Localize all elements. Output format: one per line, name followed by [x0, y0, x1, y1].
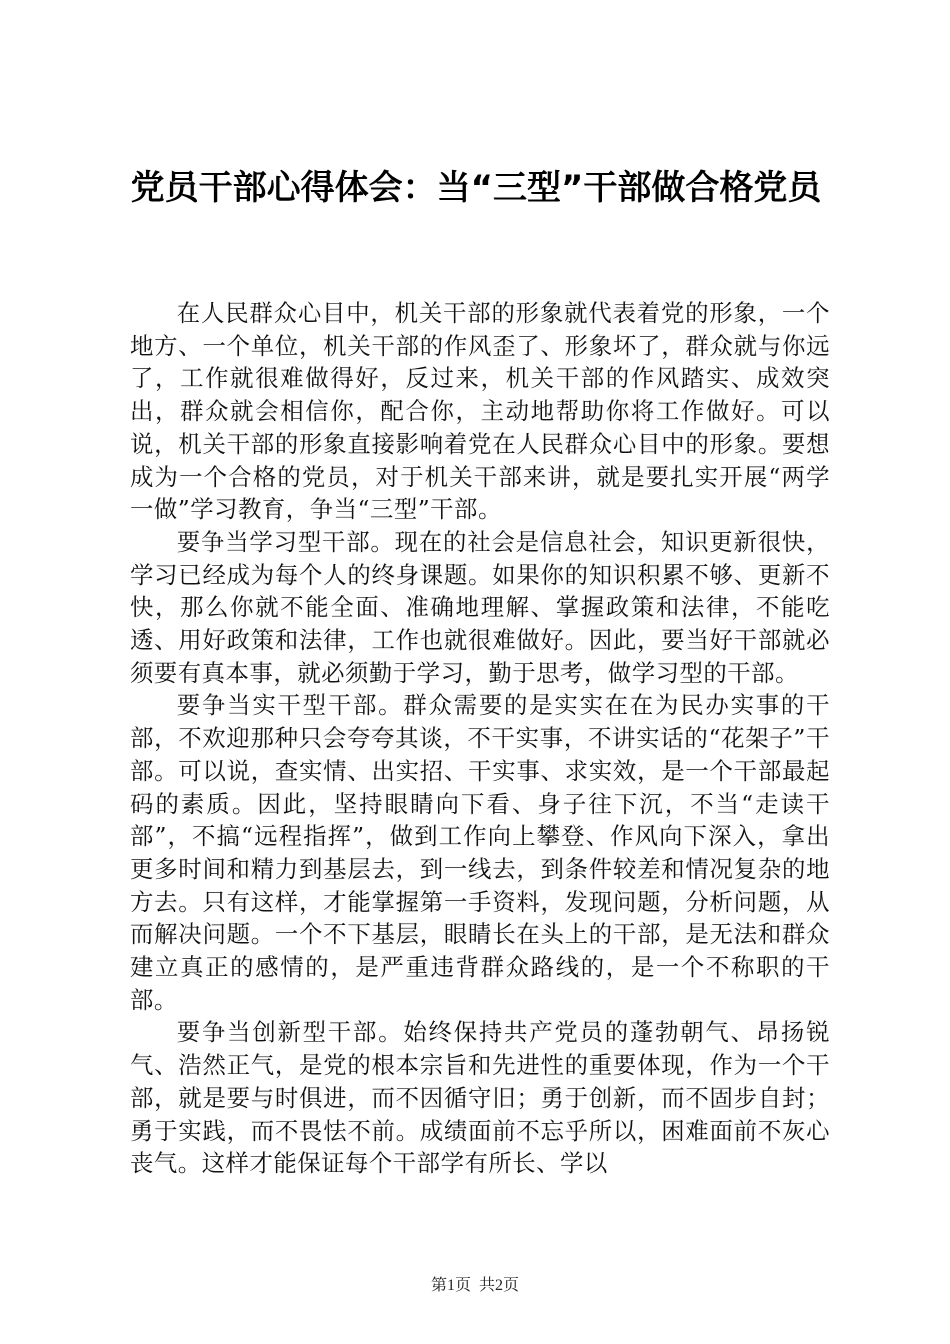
page-total: 共2页	[479, 1277, 520, 1294]
document-body	[130, 297, 830, 1178]
paragraph-innovative-cadre: 要争当创新型干部。始终保持共产党员的蓬勃朝气、昂扬锐气、浩然正气，是党的根本宗旨和先进性的重要体现，作为一个干部，就是要与时俱进，而不因循守旧；勇于创新，而不固步自封；勇于实践，而不畏怯不前。成绩面前不忘乎所以，困难面前不灰心丧气。这样才能保证每个干部学有所长、学以	[130, 1018, 830, 1178]
paragraph-practical-cadre: 要争当实干型干部。群众需要的是实实在在为民办实事的干部，不欢迎那种只会夸夸其谈，不干实事，不讲实话的“花架子”干部。可以说，查实情、出实招、干实事、求实效，是一个干部最起码的素质。因此，坚持眼睛向下看、身子往下沉，不当“走读干部”，不搞“远程指挥”，做到工作向上攀登、作风向下深入，拿出更多时间和精力到基层去，到一线去，到条件较差和情况复杂的地方去。只有这样，才能掌握第一手资料，发现问题，分析问题，从而解决问题。一个不下基层，眼睛长在头上的干部，是无法和群众建立真正的感情的，是严重违背群众路线的，是一个不称职的干部。	[130, 691, 830, 1014]
page-footer	[0, 1272, 950, 1295]
paragraph-intro: 在人民群众心目中，机关干部的形象就代表着党的形象，一个地方、一个单位，机关干部的作风歪了、形象坏了，群众就与你远了，工作就很难做得好，反过来，机关干部的作风踏实、成效突出，群众就会相信你，配合你，主动地帮助你将工作做好。可以说，机关干部的形象直接影响着党在人民群众心目中的形象。要想成为一个合格的党员，对于机关干部来讲，就是要扎实开展“两学一做”学习教育，争当“三型”干部。	[130, 299, 830, 524]
document-title: 党员干部心得体会：当“三型”干部做合格党员	[130, 168, 822, 208]
paragraph-learning-cadre: 要争当学习型干部。现在的社会是信息社会，知识更新很快，学习已经成为每个人的终身课题。如果你的知识积累不够、更新不快，那么你就不能全面、准确地理解、掌握政策和法律，不能吃透、用好政策和法律，工作也就很难做好。因此，要当好干部就必须要有真本事，就必须勤于学习，勤于思考，做学习型的干部。	[130, 527, 830, 687]
page-number: 第1页	[430, 1277, 471, 1294]
